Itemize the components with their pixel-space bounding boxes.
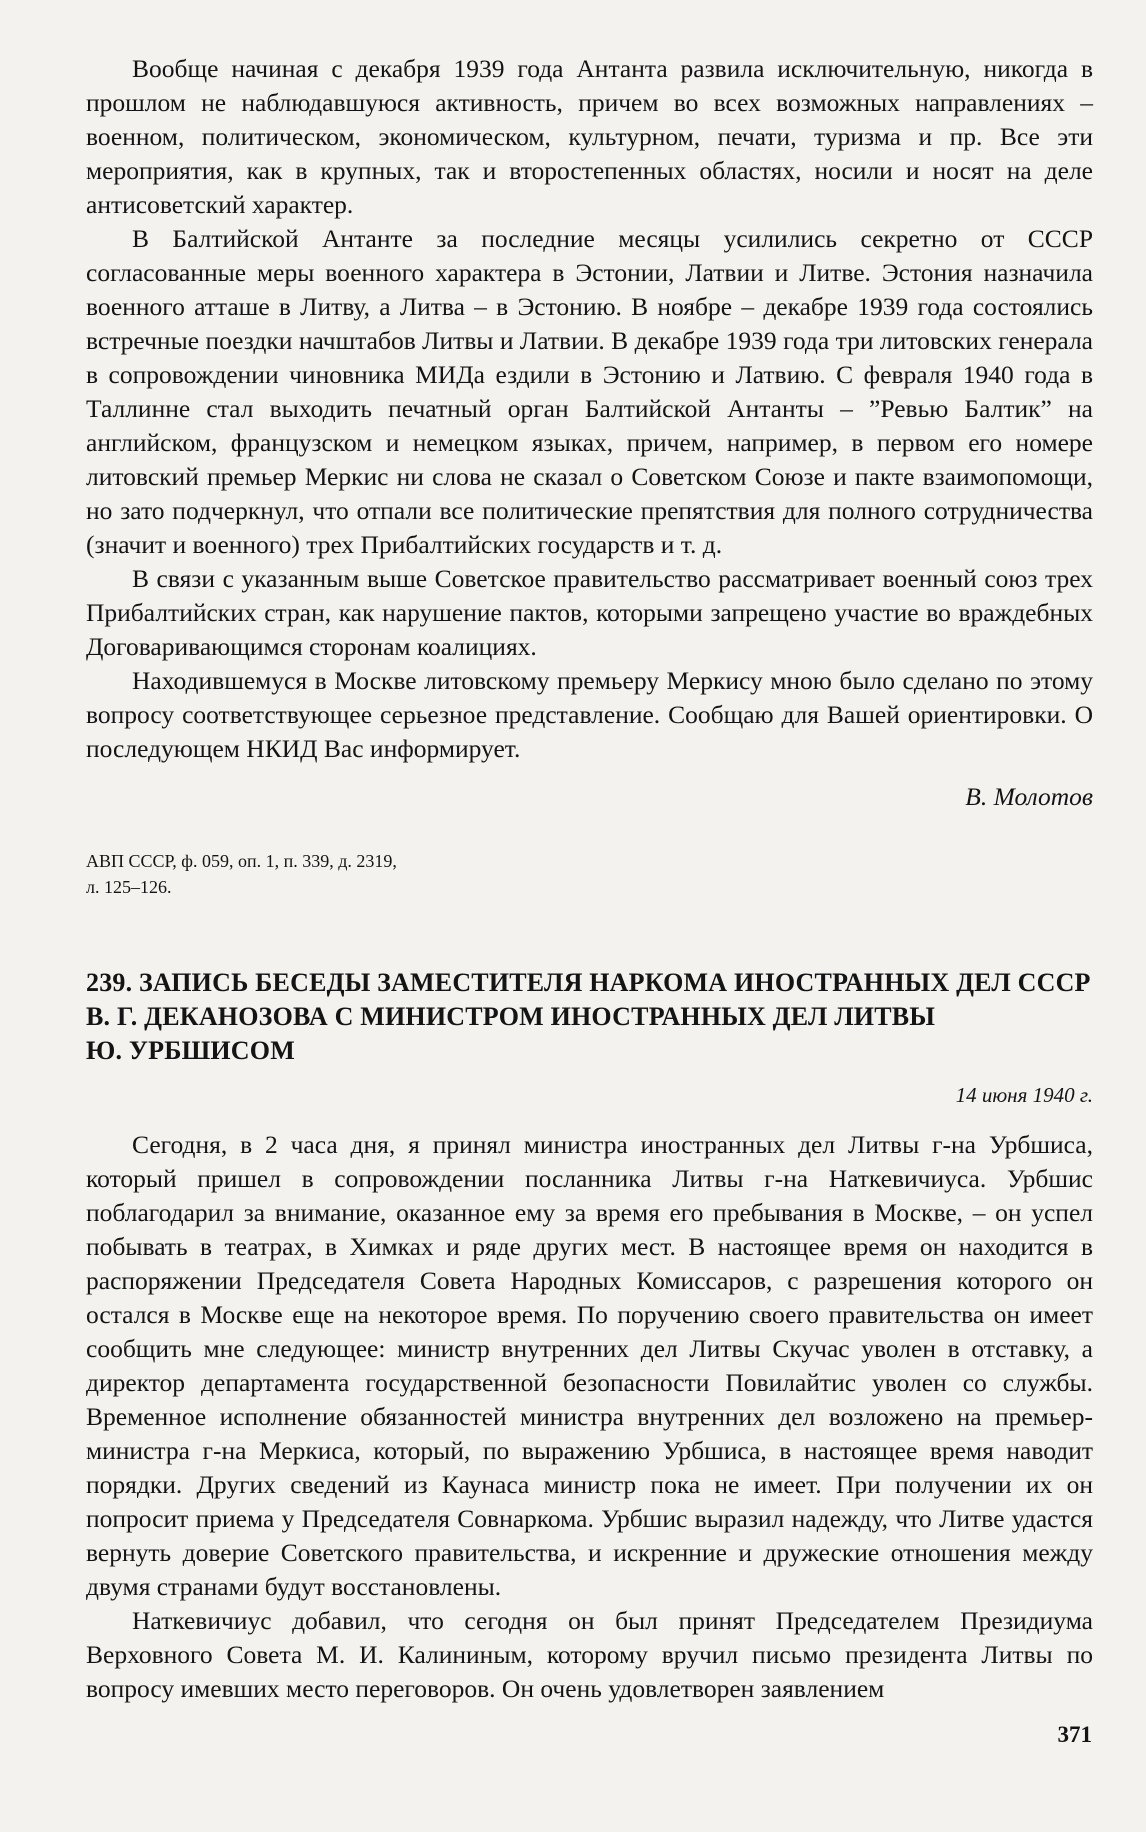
- heading-line: В. Г. ДЕКАНОЗОВА С МИНИСТРОМ ИНОСТРАННЫХ ДЕЛ ЛИТВЫ: [86, 1002, 936, 1031]
- heading-line: 239. ЗАПИСЬ БЕСЕДЫ ЗАМЕСТИТЕЛЯ НАРКОМА ИНОСТРАННЫХ ДЕЛ СССР: [86, 968, 1091, 997]
- previous-document-text: [86, 52, 1093, 766]
- paragraph: В Балтийской Антанте за последние месяцы усилились секретно от СССР согласованные меры военного характера в Эстонии, Латвии и Литве. Эстония назначила военного атташе в Литву, а Литва – в Эстонию. В ноябре – декабре 1939 года состоялись встречные поездки начштабов Литвы и Латвии. В декабре 1939 года три литовских генерала в сопровождении чиновника МИДа ездили в Эстонию и Латвию. С февраля 1940 года в Таллинне стал выходить печатный орган Балтийской Антанты – ”Ревью Балтик” на английском, французском и немецком языках, причем, например, в первом его номере литовский премьер Меркис ни слова не сказал о Советском Союзе и пакте взаимопомощи, но зато подчеркнул, что отпали все политические препятствия для полного сотрудничества (значит и военного) трех Прибалтийских государств и т. д.: [86, 224, 1093, 559]
- signature: В. Молотов: [965, 782, 1093, 811]
- page-number: 371: [1057, 1722, 1092, 1747]
- document-text: [86, 1128, 1093, 1706]
- paragraph: Наткевичиус добавил, что сегодня он был принят Председателем Президиума Верховного Совета М. И. Калининым, которому вручил письмо президента Литвы по вопросу имевших место переговоров. Он очень удовлетворен заявлением: [86, 1606, 1093, 1703]
- archive-source-line: л. 125–126.: [86, 877, 172, 897]
- archive-source-line: АВП СССР, ф. 059, оп. 1, п. 339, д. 2319,: [86, 851, 397, 871]
- paragraph: Вообще начиная с декабря 1939 года Антанта развила исключительную, никогда в прошлом не наблюдавшуюся активность, причем во всех возможных направлениях – военном, политическом, экономическом, культурном, печати, туризма и пр. Все эти мероприятия, как в крупных, так и второстепенных областях, носили и носят на деле антисоветский характер.: [86, 54, 1093, 219]
- paragraph: Находившемуся в Москве литовскому премьеру Меркису мною было сделано по этому вопросу соответствующее серьезное представление. Сообщаю для Вашей ориентировки. О последующем НКИД Вас информирует.: [86, 666, 1093, 763]
- paragraph: Сегодня, в 2 часа дня, я принял министра иностранных дел Литвы г-на Урбшиса, который пришел в сопровождении посланника Литвы г-на Наткевичиуса. Урбшис поблагодарил за внимание, оказанное ему за время его пребывания в Москве, – он успел побывать в театрах, в Химках и ряде других мест. В настоящее время он находится в распоряжении Председателя Совета Народных Комиссаров, с разрешения которого он остался в Москве еще на некоторое время. По поручению своего правительства он имеет сообщить мне следующее: министр внутренних дел Литвы Скучас уволен в отставку, а директор департамента государственной безопасности Повилайтис уволен со службы. Временное исполнение обязанностей министра внутренних дел возложено на премьер-министра г-на Меркиса, который, по выражению Урбшиса, в настоящее время наводит порядки. Других сведений из Каунаса министр пока не имеет. При получении их он попросит приема у Председателя Совнаркома. Урбшис выразил надежду, что Литве удастся вернуть доверие Советского правительства, и искренние и дружеские отношения между двумя странами будут восстановлены.: [86, 1130, 1093, 1601]
- document-date: 14 июня 1940 г.: [955, 1083, 1093, 1107]
- heading-line: Ю. УРБШИСОМ: [86, 1036, 295, 1065]
- document-heading: [86, 966, 1093, 1068]
- archive-source: [86, 848, 1093, 900]
- paragraph: В связи с указанным выше Советское правительство рассматривает военный союз трех Прибалтийских стран, как нарушение пактов, которыми запрещено участие во враждебных Договаривающимся сторонам коалициях.: [86, 564, 1093, 661]
